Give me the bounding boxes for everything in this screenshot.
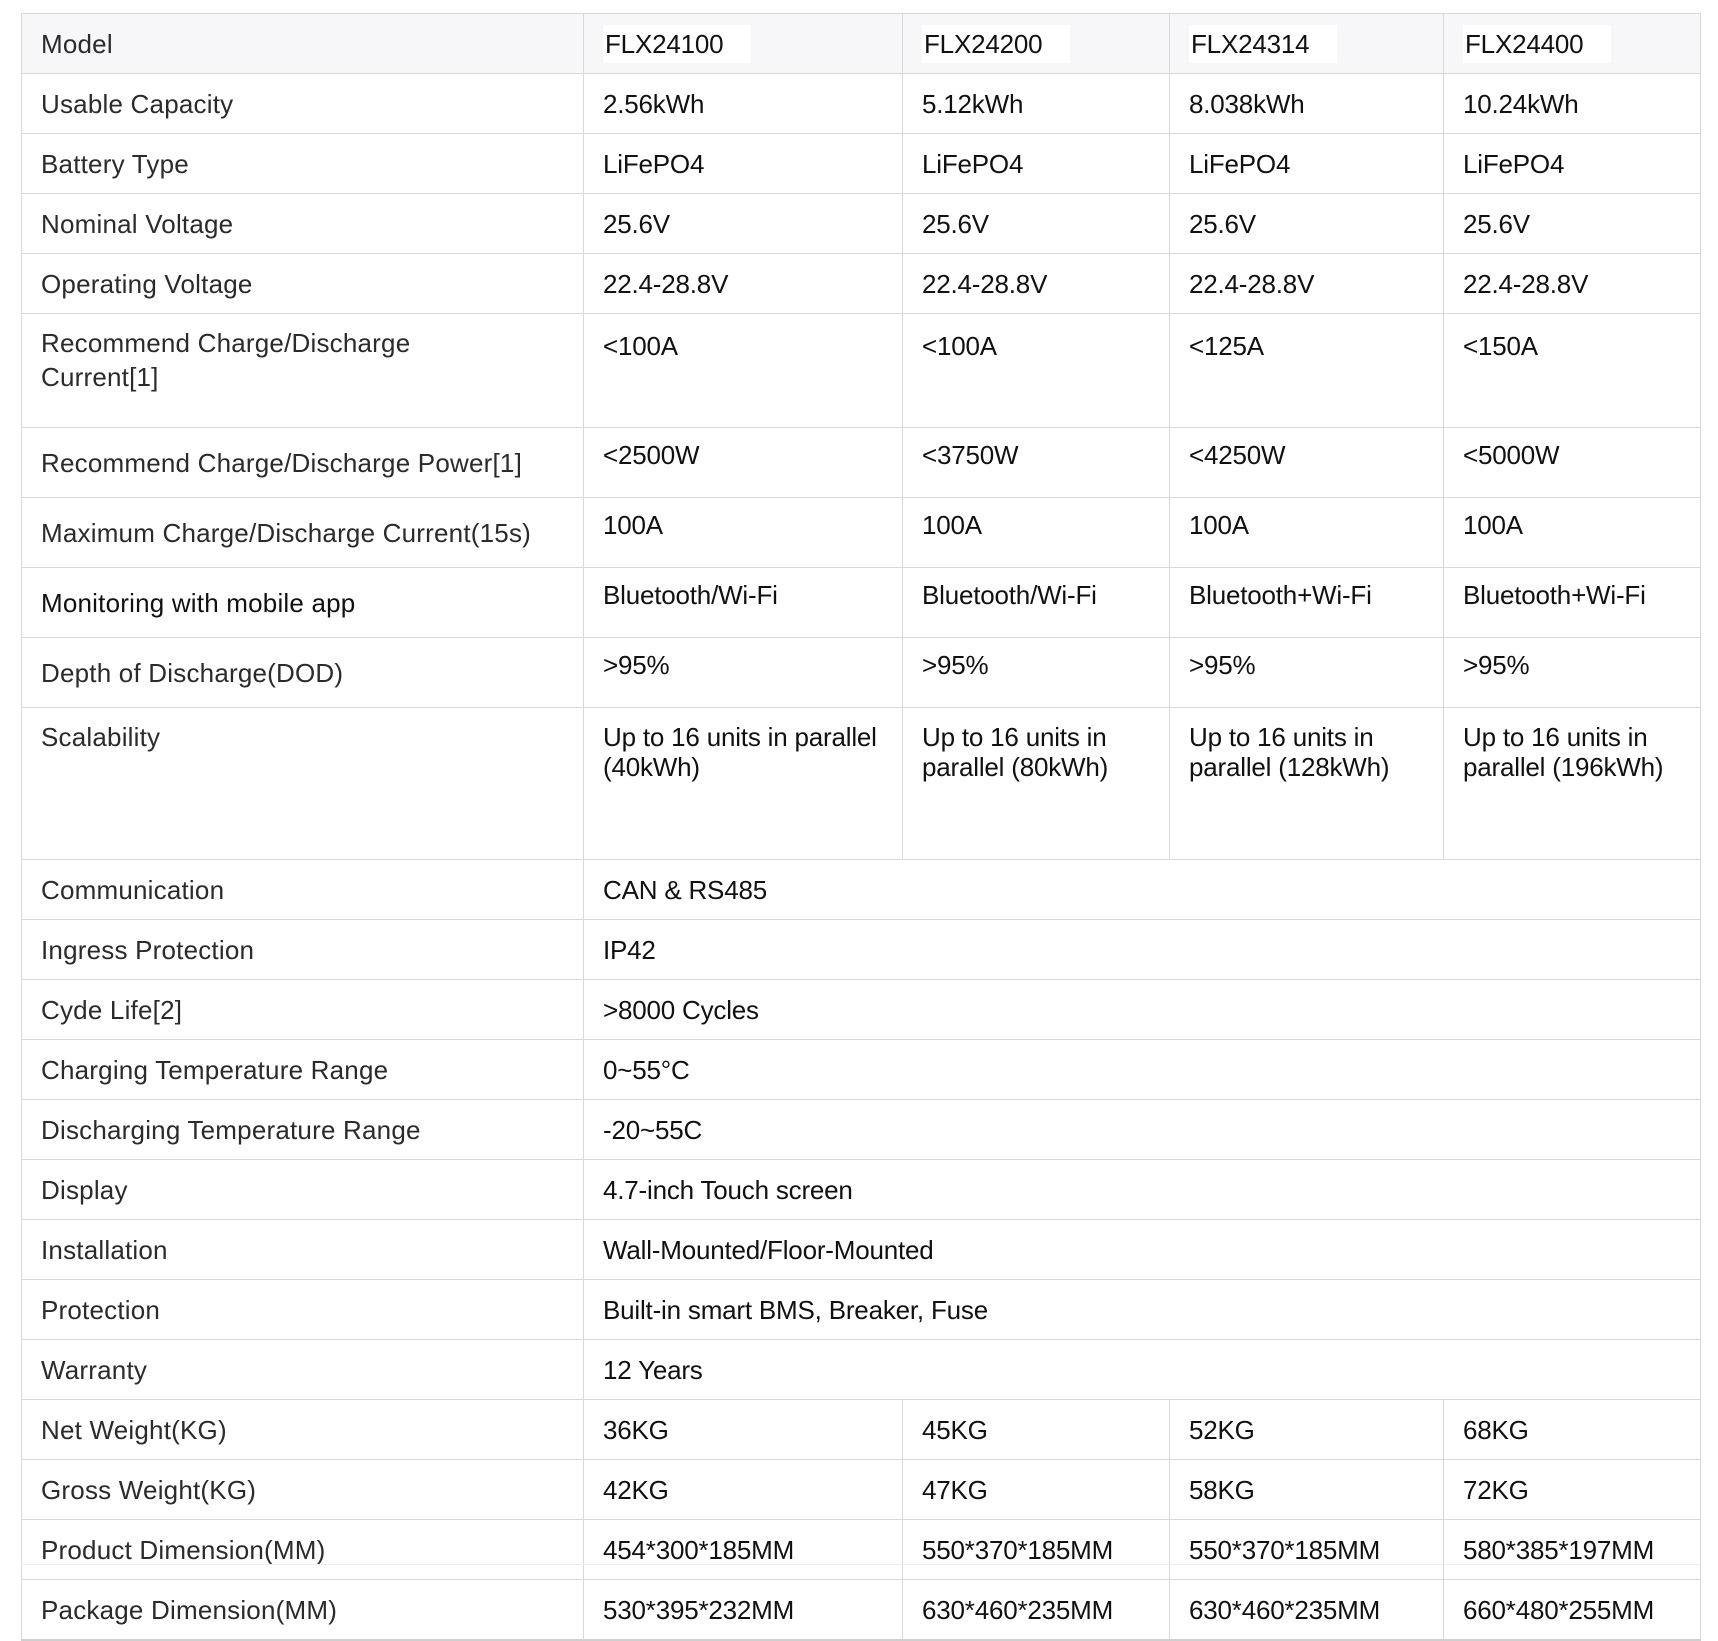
cell-value: 68KG <box>1444 1400 1701 1460</box>
table-row <box>22 980 1701 1040</box>
header-model-flx24314: FLX24314 <box>1189 25 1337 63</box>
cell-value-merged: >8000 Cycles <box>584 980 1701 1040</box>
cell-value: 47KG <box>903 1460 1170 1520</box>
row-label: Operating Voltage <box>22 254 584 314</box>
cell-value: 25.6V <box>584 194 903 254</box>
row-label: Battery Type <box>22 134 584 194</box>
row-label: Monitoring with mobile app <box>22 568 584 638</box>
cell-value: LiFePO4 <box>1444 134 1701 194</box>
row-label: Nominal Voltage <box>22 194 584 254</box>
cell-value: 42KG <box>584 1460 903 1520</box>
row-label: Installation <box>22 1220 584 1280</box>
header-model-flx24100: FLX24100 <box>603 25 751 63</box>
row-label: Net Weight(KG) <box>22 1400 584 1460</box>
cell-value: Bluetooth+Wi-Fi <box>1170 568 1444 638</box>
table-row <box>22 1400 1701 1460</box>
cell-value: 100A <box>1444 498 1701 568</box>
row-label: Depth of Discharge(DOD) <box>22 638 584 708</box>
table-row <box>22 860 1701 920</box>
row-label: Charging Temperature Range <box>22 1040 584 1100</box>
spec-table-container <box>21 13 1700 1641</box>
cell-value: >95% <box>584 638 903 708</box>
cell-value: >95% <box>1444 638 1701 708</box>
row-label: Discharging Temperature Range <box>22 1100 584 1160</box>
row-label: Product Dimension(MM) <box>22 1520 584 1580</box>
cell-value: <3750W <box>903 428 1170 498</box>
row-label: Warranty <box>22 1340 584 1400</box>
cell-value: 25.6V <box>1444 194 1701 254</box>
cell-value: 25.6V <box>1170 194 1444 254</box>
cell-value: 22.4-28.8V <box>1170 254 1444 314</box>
table-row <box>22 1460 1701 1520</box>
row-label: Gross Weight(KG) <box>22 1460 584 1520</box>
cell-value: Up to 16 units in parallel (196kWh) <box>1444 708 1701 860</box>
header-model-label: Model <box>22 14 584 74</box>
cell-value: <125A <box>1170 314 1444 428</box>
cell-value: LiFePO4 <box>584 134 903 194</box>
cell-value: 100A <box>584 498 903 568</box>
cell-value: <2500W <box>584 428 903 498</box>
row-label: Communication <box>22 860 584 920</box>
cell-value: Bluetooth/Wi-Fi <box>584 568 903 638</box>
cell-value: 2.56kWh <box>584 74 903 134</box>
cell-value: 580*385*197MM <box>1444 1520 1701 1580</box>
row-label: Display <box>22 1160 584 1220</box>
table-row <box>22 1160 1701 1220</box>
table-row <box>22 1100 1701 1160</box>
cell-value: 454*300*185MM <box>584 1520 903 1580</box>
table-row <box>22 428 1701 498</box>
cell-value: Up to 16 units in parallel (80kWh) <box>903 708 1170 860</box>
cell-value: >95% <box>1170 638 1444 708</box>
cell-value-merged: -20~55C <box>584 1100 1701 1160</box>
cell-value: 36KG <box>584 1400 903 1460</box>
cell-value: 10.24kWh <box>1444 74 1701 134</box>
row-label: Cyde Life[2] <box>22 980 584 1040</box>
cell-value: 45KG <box>903 1400 1170 1460</box>
row-label: Scalability <box>22 708 584 860</box>
table-row <box>22 498 1701 568</box>
cell-value: 5.12kWh <box>903 74 1170 134</box>
cell-value: <5000W <box>1444 428 1701 498</box>
table-row <box>22 74 1701 134</box>
cell-value: 22.4-28.8V <box>1444 254 1701 314</box>
row-label: Package Dimension(MM) <box>22 1580 584 1641</box>
cell-value: 550*370*185MM <box>903 1520 1170 1580</box>
row-label: Usable Capacity <box>22 74 584 134</box>
table-row <box>22 254 1701 314</box>
table-row <box>22 134 1701 194</box>
cell-value: 530*395*232MM <box>584 1580 903 1641</box>
cell-value: 8.038kWh <box>1170 74 1444 134</box>
row-label: Recommend Charge/Discharge Power[1] <box>22 428 584 498</box>
table-row <box>22 194 1701 254</box>
row-label: Protection <box>22 1280 584 1340</box>
cell-value: 58KG <box>1170 1460 1444 1520</box>
cell-value-merged: Built-in smart BMS, Breaker, Fuse <box>584 1280 1701 1340</box>
cell-value-merged: Wall-Mounted/Floor-Mounted <box>584 1220 1701 1280</box>
table-header-row <box>22 14 1701 74</box>
cell-value: 630*460*235MM <box>1170 1580 1444 1641</box>
cell-value: 550*370*185MM <box>1170 1520 1444 1580</box>
table-row <box>22 314 1701 428</box>
cell-value: 100A <box>903 498 1170 568</box>
cell-value: Up to 16 units in parallel (128kWh) <box>1170 708 1444 860</box>
row-label: Recommend Charge/Discharge Current[1] <box>22 314 584 428</box>
table-row <box>22 1520 1701 1580</box>
row-label: Ingress Protection <box>22 920 584 980</box>
row-label: Maximum Charge/Discharge Current(15s) <box>22 498 584 568</box>
cell-value: <100A <box>584 314 903 428</box>
table-row <box>22 1340 1701 1400</box>
bottom-divider <box>21 1564 1700 1565</box>
cell-value: Up to 16 units in parallel (40kWh) <box>584 708 903 860</box>
cell-value: <100A <box>903 314 1170 428</box>
cell-value: 52KG <box>1170 1400 1444 1460</box>
cell-value: 660*480*255MM <box>1444 1580 1701 1641</box>
header-model-flx24400: FLX24400 <box>1463 25 1611 63</box>
cell-value: Bluetooth+Wi-Fi <box>1444 568 1701 638</box>
cell-value: 25.6V <box>903 194 1170 254</box>
header-model-flx24200: FLX24200 <box>922 25 1070 63</box>
cell-value: 100A <box>1170 498 1444 568</box>
table-row <box>22 1580 1701 1641</box>
cell-value: 22.4-28.8V <box>584 254 903 314</box>
table-row <box>22 1220 1701 1280</box>
table-row <box>22 1040 1701 1100</box>
cell-value: LiFePO4 <box>1170 134 1444 194</box>
cell-value: 22.4-28.8V <box>903 254 1170 314</box>
cell-value: <150A <box>1444 314 1701 428</box>
cell-value-merged: 0~55°C <box>584 1040 1701 1100</box>
cell-value-merged: CAN & RS485 <box>584 860 1701 920</box>
cell-value: 72KG <box>1444 1460 1701 1520</box>
table-row <box>22 568 1701 638</box>
table-row <box>22 638 1701 708</box>
spec-table <box>21 13 1701 1641</box>
cell-value: 630*460*235MM <box>903 1580 1170 1641</box>
table-row <box>22 708 1701 860</box>
cell-value-merged: 12 Years <box>584 1340 1701 1400</box>
cell-value-merged: 4.7-inch Touch screen <box>584 1160 1701 1220</box>
cell-value: >95% <box>903 638 1170 708</box>
table-row <box>22 920 1701 980</box>
cell-value: Bluetooth/Wi-Fi <box>903 568 1170 638</box>
cell-value: LiFePO4 <box>903 134 1170 194</box>
cell-value: <4250W <box>1170 428 1444 498</box>
cell-value-merged: IP42 <box>584 920 1701 980</box>
table-row <box>22 1280 1701 1340</box>
